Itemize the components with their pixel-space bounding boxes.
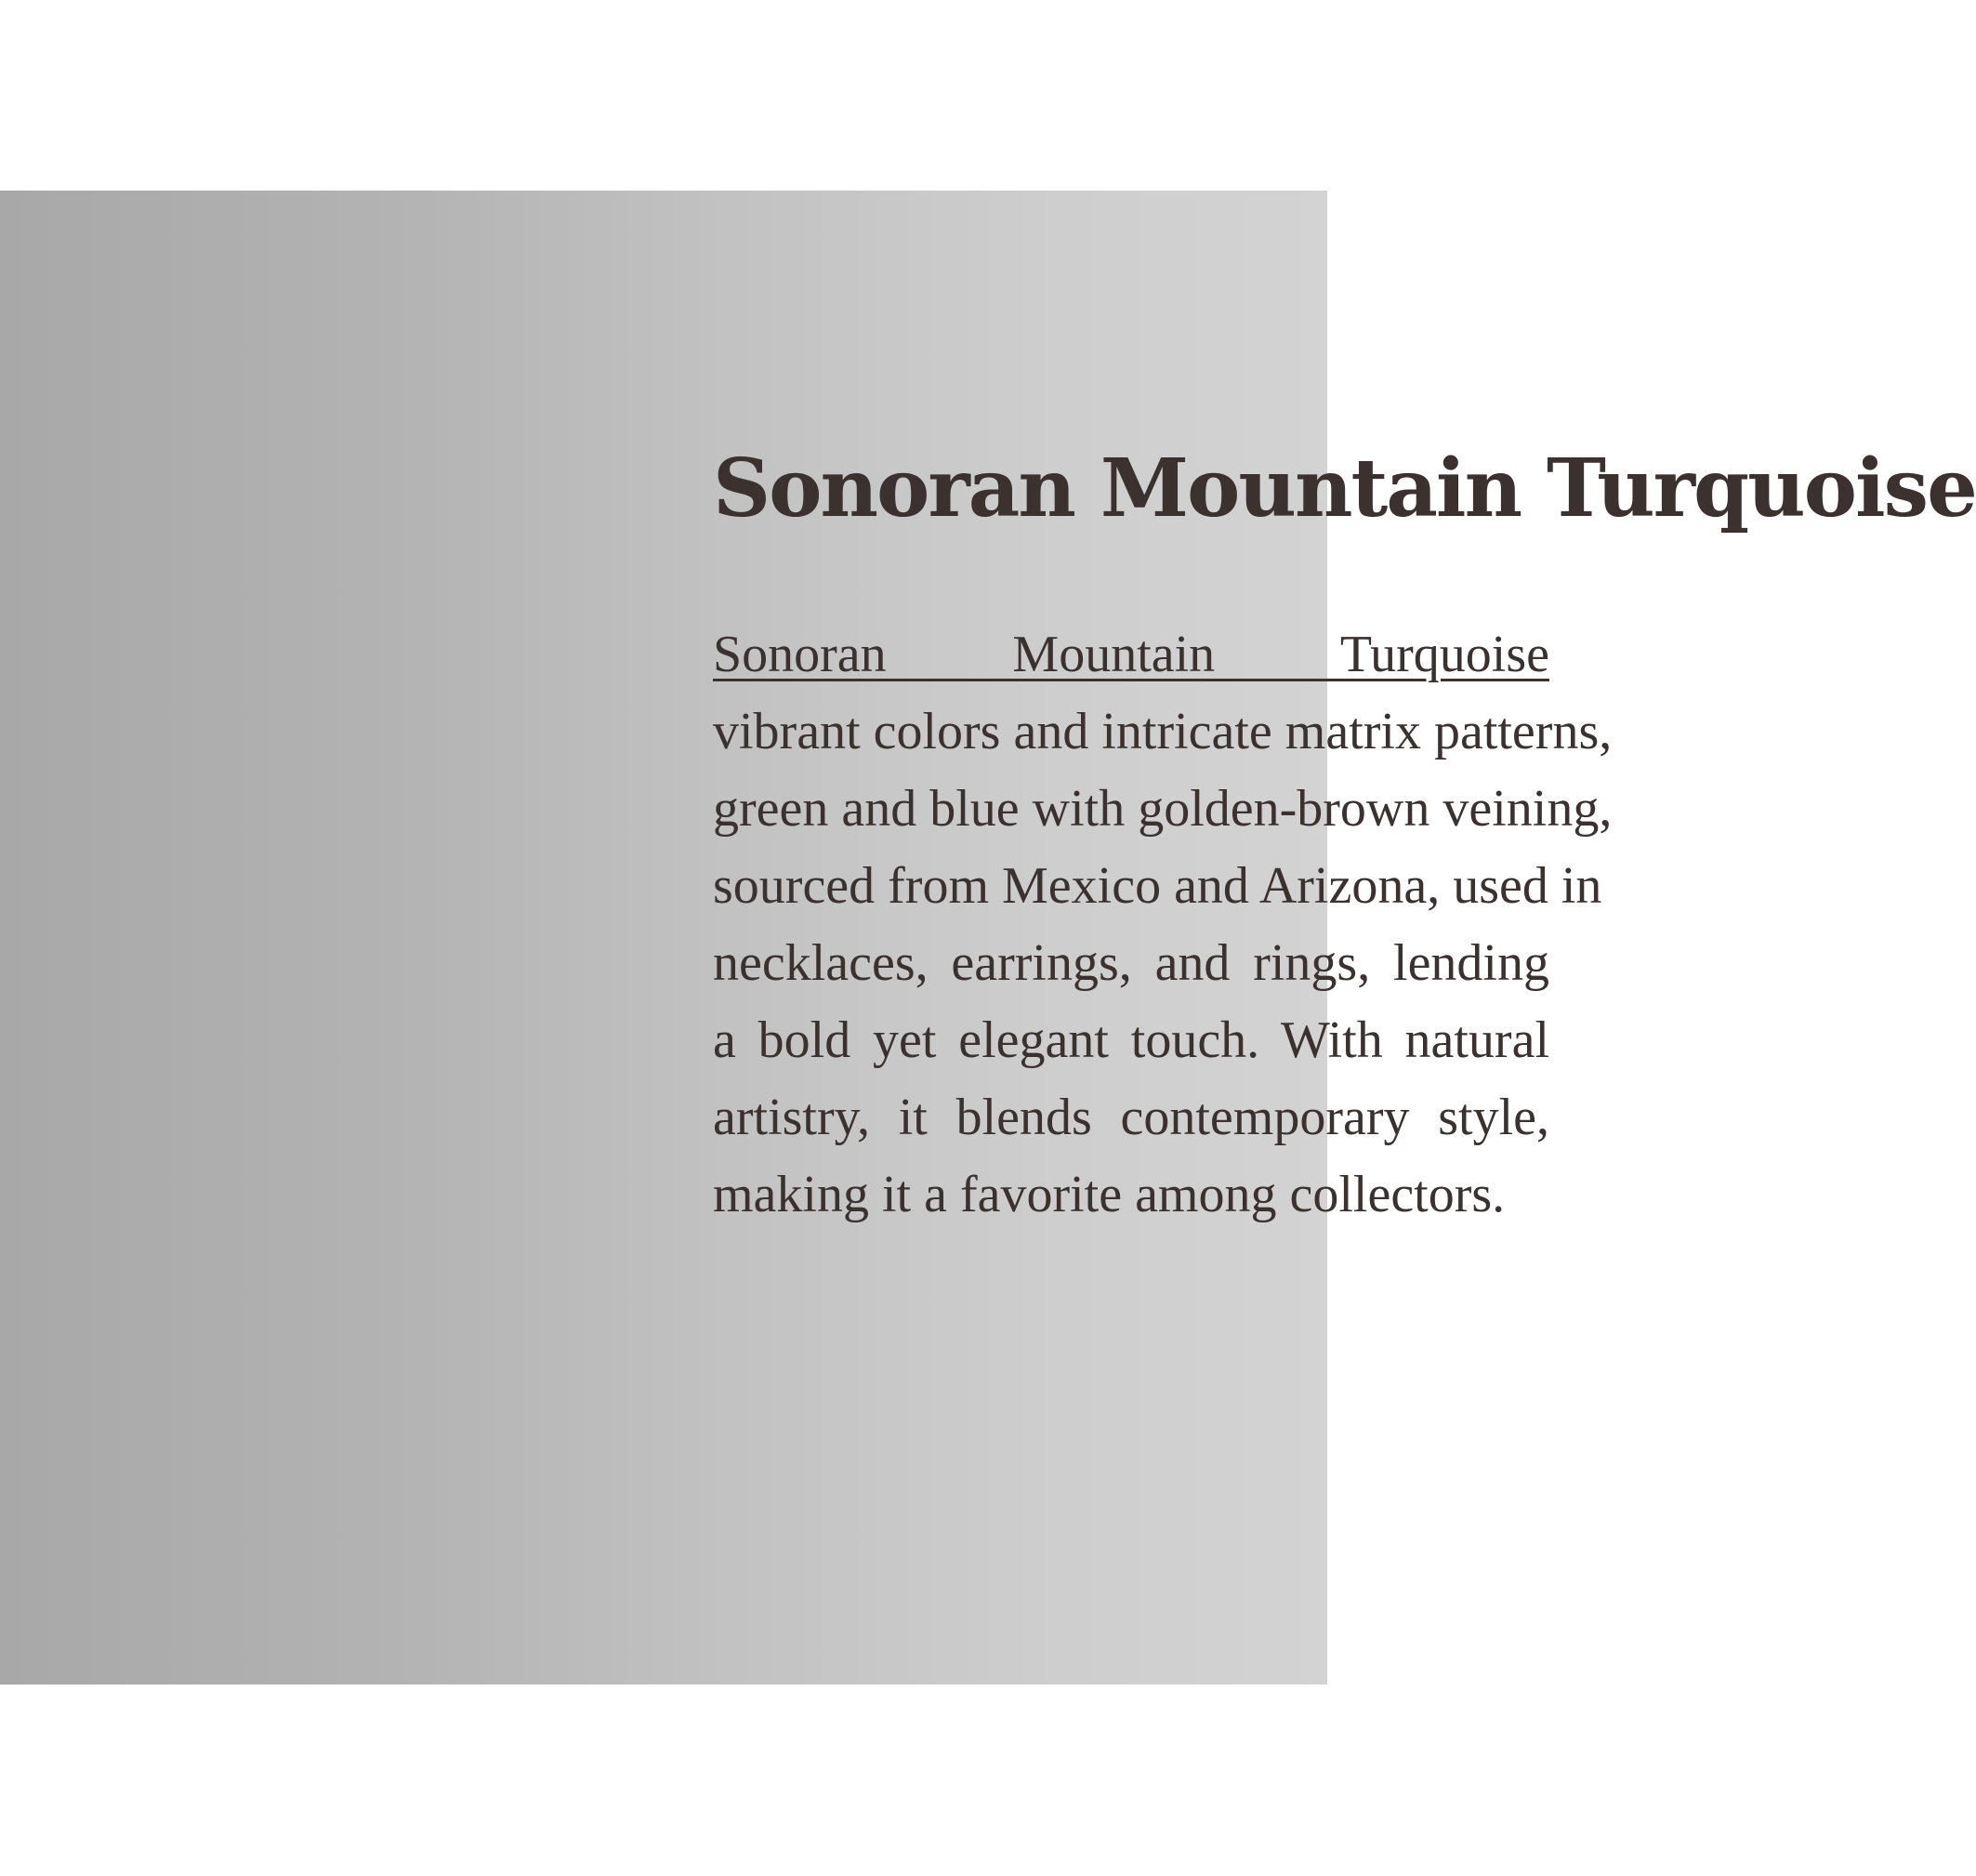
paragraph-line-2: vibrant colors and intricate matrix patterns, (713, 703, 1613, 760)
paragraph-line-3: green and blue with golden-brown veining, (713, 780, 1613, 838)
paragraph-line-5: necklaces, earrings, and rings, lending (713, 934, 1549, 992)
hero-banner (0, 191, 1976, 1684)
paragraph-line-8: making it a favorite among collectors. (713, 1166, 1506, 1223)
paragraph-line-7: artistry, it blends contemporary style, (713, 1089, 1549, 1146)
paragraph-line-6: a bold yet elegant touch. With natural (713, 1011, 1549, 1069)
paragraph-line-1 (713, 616, 1549, 694)
product-link[interactable]: Sonoran Mountain Turquoise (713, 626, 1549, 683)
page-title: Sonoran Mountain Turquoise (713, 442, 1976, 535)
description-paragraph (713, 616, 1613, 1234)
paragraph-line-4: sourced from Mexico and Arizona, used in (713, 857, 1602, 915)
